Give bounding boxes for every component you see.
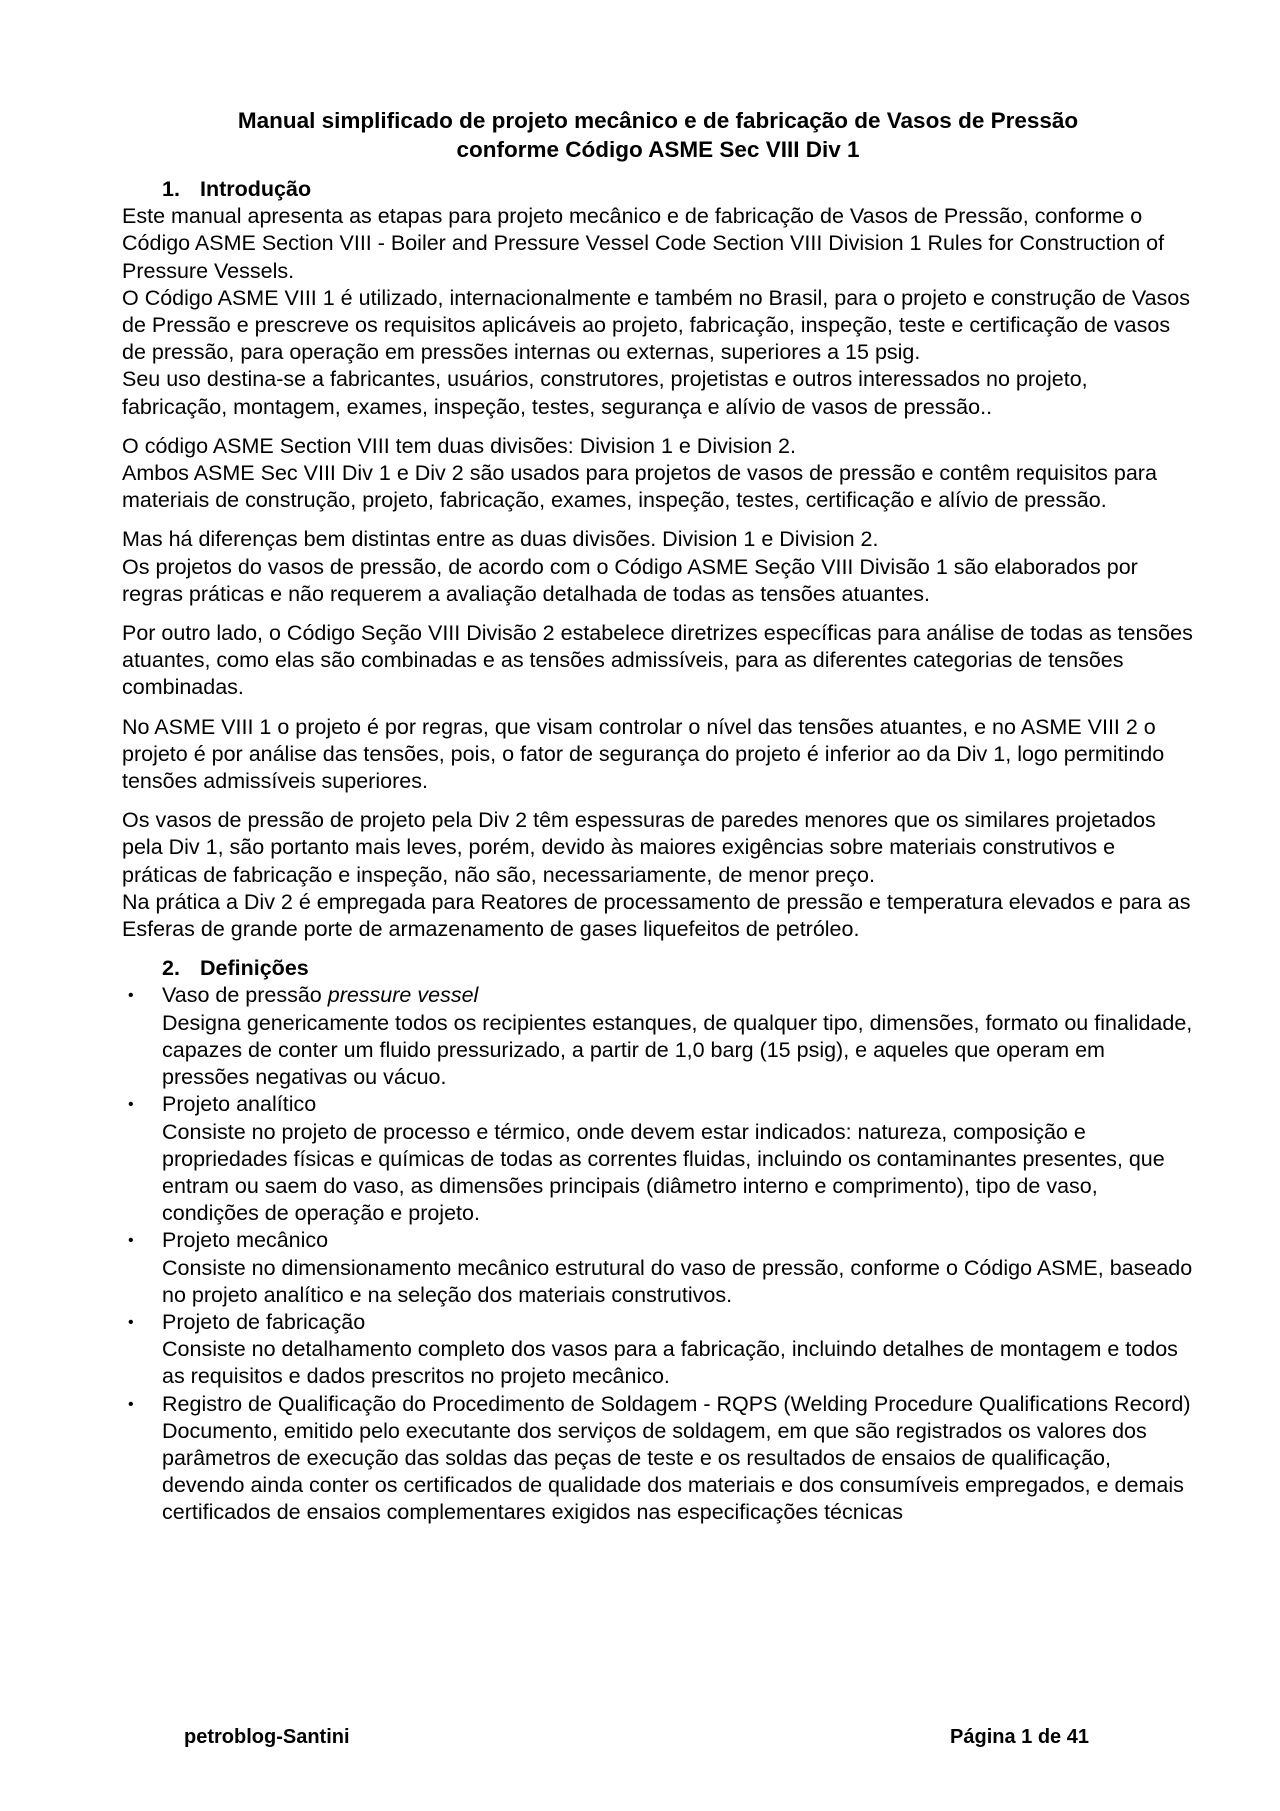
title-line-2: conforme Código ASME Sec VIII Div 1: [456, 137, 860, 162]
definition-term: Projeto mecânico: [162, 1228, 329, 1253]
paragraph: Na prática a Div 2 é empregada para Reatores de processamento de pressão e temperatura elevados e para as Esferas de grande porte de armazenamento de gases liquefeitos de petróleo.: [122, 889, 1191, 942]
section-number: 2.: [162, 956, 180, 981]
bullet-icon: •: [128, 1096, 134, 1114]
definition-term-english: pressure vessel: [327, 983, 479, 1008]
definition-item: [122, 1091, 1194, 1227]
definition-item: [122, 1227, 1194, 1309]
page-number: Página 1 de 41: [950, 1726, 1089, 1748]
definition-term: Vaso de pressão pressure vessel: [162, 983, 479, 1008]
definition-term: Registro de Qualificação do Procedimento de Soldagem - RQPS (Welding Procedure Qualifications Record): [162, 1391, 1191, 1416]
title-line-1: Manual simplificado de projeto mecânico e de fabricação de Vasos de Pressão: [237, 108, 1079, 133]
definition-item: [122, 1309, 1194, 1391]
bullet-icon: •: [128, 1313, 134, 1331]
bullet-icon: •: [128, 1395, 134, 1413]
document-title: [122, 106, 1194, 164]
definition-term: Projeto de fabricação: [162, 1309, 366, 1334]
paragraph: O Código ASME VIII 1 é utilizado, internacionalmente e também no Brasil, para o projeto e construção de Vasos de Pressão e prescreve os requisitos aplicáveis ao projeto, fabricação, inspeção, teste e certificação de vasos de pressão, para operação em pressões internas ou externas, superiores a 15 psig.: [122, 285, 1191, 365]
paragraph: No ASME VIII 1 o projeto é por regras, que visam controlar o nível das tensões atuantes, e no ASME VIII 2 o projeto é por análise das tensões, pois, o fator de segurança do projeto é inferior ao da Div 1, logo permitindo tensões admissíveis superiores.: [122, 714, 1165, 794]
definition-item: [122, 1391, 1194, 1527]
paragraph: Mas há diferenças bem distintas entre as duas divisões. Division 1 e Division 2.: [122, 527, 879, 552]
section-number: 1.: [162, 177, 180, 201]
paragraph: Os vasos de pressão de projeto pela Div 2 têm espessuras de paredes menores que os similares projetados pela Div 1, são portanto mais leves, porém, devido às maiores exigências sobre materiais construtivos e práticas de fabricação e inspeção, não são, necessariamente, de menor preço.: [122, 808, 1156, 887]
section-heading-introducao: [122, 176, 1194, 203]
definition-description: Documento, emitido pelo executante dos serviços de soldagem, em que são registrados os valores dos parâmetros de execução das soldas das peças de teste e os resultados de ensaios de qualificação, devendo ainda conter os certificados de qualidade dos materiais e dos consumíveis empregados, e demais certificados de ensaios complementares exigidos nas especificações técnicas: [162, 1418, 1184, 1525]
paragraph: Os projetos do vasos de pressão, de acordo com o Código ASME Seção VIII Divisão 1 são elaborados por regras práticas e não requerem a avaliação detalhada de todas as tensões atuantes.: [122, 554, 1138, 606]
paragraph: Por outro lado, o Código Seção VIII Divisão 2 estabelece diretrizes específicas para análise de todas as tensões atuantes, como elas são combinadas e as tensões admissíveis, para as diferentes categorias de tensões combinadas.: [122, 621, 1193, 700]
definitions-list: [122, 982, 1194, 1526]
page-footer: [184, 1726, 1089, 1749]
definition-description: Consiste no dimensionamento mecânico estrutural do vaso de pressão, conforme o Código ASME, baseado no projeto analítico e na seleção dos materiais construtivos.: [162, 1255, 1193, 1307]
definition-term: Projeto analítico: [162, 1092, 317, 1117]
definition-description: Consiste no projeto de processo e térmico, onde devem estar indicados: natureza, composição e propriedades físicas e químicas de todas as correntes fluidas, incluindo os contaminantes presentes, que entram ou saem do vaso, as dimensões principais (diâmetro interno e comprimento), tipo de vaso, condições de operação e projeto.: [162, 1119, 1165, 1226]
footer-author: petroblog-Santini: [184, 1726, 350, 1748]
bullet-icon: •: [128, 987, 134, 1005]
paragraph: Seu uso destina-se a fabricantes, usuários, construtores, projetistas e outros interessados no projeto, fabricação, montagem, exames, inspeção, testes, segurança e alívio de vasos de pressão..: [122, 367, 1088, 419]
section-heading-definicoes: [122, 955, 1194, 982]
section-title: Definições: [200, 956, 309, 981]
paragraph: O código ASME Section VIII tem duas divisões: Division 1 e Division 2.: [122, 433, 796, 458]
document-page: [122, 106, 1194, 1527]
paragraph: Este manual apresenta as etapas para projeto mecânico e de fabricação de Vasos de Pressão, conforme o Código ASME Section VIII - Boiler and Pressure Vessel Code Section VIII Division 1 Rules for Construction of Pressure Vessels.: [122, 204, 1165, 283]
definition-description: Consiste no detalhamento completo dos vasos para a fabricação, incluindo detalhes de montagem e todos as requisitos e dados prescritos no projeto mecânico.: [162, 1337, 1178, 1389]
section-title: Introdução: [200, 177, 312, 201]
definition-description: Designa genericamente todos os recipientes estanques, de qualquer tipo, dimensões, formato ou finalidade, capazes de conter um fluido pressurizado, a partir de 1,0 barg (15 psig), e aqueles que operam em pressões negativas ou vácuo.: [162, 1010, 1193, 1090]
bullet-icon: •: [128, 1232, 134, 1250]
definition-item: [122, 982, 1194, 1091]
paragraph: Ambos ASME Sec VIII Div 1 e Div 2 são usados para projetos de vasos de pressão e contêm requisitos para materiais de construção, projeto, fabricação, exames, inspeção, testes, certificação e alívio de pressão.: [122, 461, 1157, 513]
